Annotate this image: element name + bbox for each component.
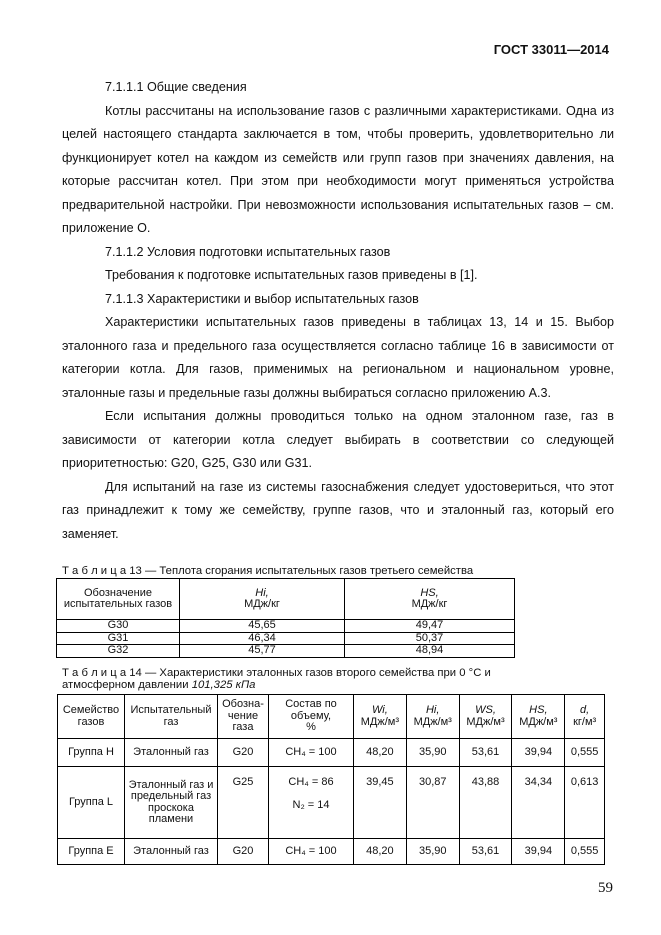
body-text-top bbox=[62, 76, 614, 546]
composition-ch4: CH₄ = 86 bbox=[288, 776, 334, 788]
page-number: 59 bbox=[598, 880, 613, 896]
table14-caption-line2: атмосферном давлении bbox=[62, 679, 192, 691]
hi-unit: МДж/кг bbox=[244, 598, 280, 610]
cell-code: G20 bbox=[218, 739, 269, 767]
table13-caption: Т а б л и ц а 13 — Теплота сгорания испытательных газов третьего семейства bbox=[62, 565, 474, 577]
paragraph-supply-gas: Для испытаний на газе из системы газоснабжения следует удостовериться, что этот газ принадлежит к тому же семейству, группе газов, что и эталонный газ, который его заменяет. bbox=[62, 479, 614, 541]
cell-hi: 45,65 bbox=[180, 620, 345, 633]
d-symbol: d, bbox=[580, 704, 590, 716]
cell-group: Группа L bbox=[58, 767, 125, 839]
table14-caption-line1: Т а б л и ц а 14 — Характеристики эталонных газов второго семейства при 0 °С и bbox=[62, 667, 491, 679]
cell-gas-type: Эталонный газ bbox=[125, 739, 218, 767]
ws-symbol: WS, bbox=[475, 704, 496, 716]
paragraph-general: Котлы рассчитаны на использование газов с различными характеристиками. Одна из целей настоящего стандарта заключается в том, чтобы проверить, удовлетворительно ли функционирует котел на каждом из семейств или групп газов при значениях давления, на которые рассчитан котел. При этом при необходимости могут применяться устройства предварительной настройки. При невозможности использования испытательных газов – см. приложение О. bbox=[62, 103, 614, 235]
composition-n2: N₂ = 14 bbox=[292, 799, 330, 811]
composition-percent: % bbox=[306, 721, 316, 734]
cell-code: G25 bbox=[218, 767, 269, 839]
table14-caption bbox=[62, 667, 491, 691]
header-d bbox=[565, 695, 605, 739]
cell-hi: 35,90 bbox=[406, 839, 459, 865]
header-hs bbox=[345, 579, 515, 620]
paragraph-requirements: Требования к подготовке испытательных газов приведены в [1]. bbox=[105, 268, 478, 282]
cell-hs: 39,94 bbox=[512, 739, 565, 767]
composition-label: Состав по объему, bbox=[285, 698, 337, 722]
table-header-row bbox=[57, 579, 515, 620]
hs-symbol: HS, bbox=[420, 586, 439, 599]
header-family: Семейство газов bbox=[58, 695, 125, 739]
cell-hi: 35,90 bbox=[406, 739, 459, 767]
header-hi bbox=[406, 695, 459, 739]
cell-hs: 48,94 bbox=[345, 645, 515, 658]
table-row bbox=[57, 620, 515, 633]
cell-d: 0,613 bbox=[565, 767, 605, 839]
header-designation: Обозна-чение газа bbox=[218, 695, 269, 739]
cell-ws: 53,61 bbox=[459, 839, 512, 865]
hs-symbol: HS, bbox=[529, 704, 548, 716]
paragraph-characteristics: Характеристики испытательных газов приведены в таблицах 13, 14 и 15. Выбор эталонного газа и предельного газа осуществляется согласно таблице 16 в зависимости от категории котла. Для газов, применимых на региональном и национальном уровне, эталонные газы и предельные газы должны выбираться согласно приложению А.3. bbox=[62, 315, 614, 400]
hi-symbol: Hi, bbox=[425, 704, 440, 716]
table-14 bbox=[57, 694, 605, 865]
cell-hi: 45,77 bbox=[180, 645, 345, 658]
hi-unit: МДж/м³ bbox=[413, 715, 452, 728]
section-heading-7-1-1-1: 7.1.1.1 Общие сведения bbox=[105, 80, 247, 94]
document-header: ГОСТ 33011—2014 bbox=[493, 42, 609, 57]
cell-ws: 53,61 bbox=[459, 739, 512, 767]
table-13 bbox=[56, 578, 515, 658]
paragraph-single-gas: Если испытания должны проводиться только на одном эталонном газе, газ в зависимости от категории котла следует выбирать в соответствии со следующей приоритетностью: G20, G25, G30 или G31. bbox=[62, 409, 614, 470]
cell-d: 0,555 bbox=[565, 839, 605, 865]
cell-hi: 46,34 bbox=[180, 632, 345, 645]
hs-unit: МДж/кг bbox=[411, 598, 448, 610]
d-unit: кг/м³ bbox=[573, 715, 597, 728]
cell-composition bbox=[269, 767, 354, 839]
cell-code: G20 bbox=[218, 839, 269, 865]
cell-wi: 39,45 bbox=[354, 767, 407, 839]
cell-gas: G30 bbox=[57, 620, 180, 633]
header-wi bbox=[354, 695, 407, 739]
cell-gas-type: Эталонный газ bbox=[125, 839, 218, 865]
cell-hs: 50,37 bbox=[345, 632, 515, 645]
header-composition bbox=[269, 695, 354, 739]
cell-group: Группа Н bbox=[58, 739, 125, 767]
cell-gas: G32 bbox=[57, 645, 180, 658]
header-hi bbox=[180, 579, 345, 620]
cell-ws: 43,88 bbox=[459, 767, 512, 839]
cell-d: 0,555 bbox=[565, 739, 605, 767]
cell-composition: CH₄ = 100 bbox=[269, 839, 354, 865]
cell-gas-type: Эталонный газ и предельный газ проскока пламени bbox=[125, 767, 218, 839]
cell-group: Группа Е bbox=[58, 839, 125, 865]
table-row bbox=[57, 632, 515, 645]
table-row bbox=[58, 767, 605, 839]
header-ws bbox=[459, 695, 512, 739]
cell-hs: 39,94 bbox=[512, 839, 565, 865]
cell-hi: 30,87 bbox=[406, 767, 459, 839]
header-designation: Обозначение испытательных газов bbox=[57, 579, 180, 620]
cell-gas: G31 bbox=[57, 632, 180, 645]
cell-wi: 48,20 bbox=[354, 739, 407, 767]
header-hs bbox=[512, 695, 565, 739]
table-row bbox=[57, 645, 515, 658]
hi-symbol: Hi, bbox=[255, 586, 269, 599]
cell-composition: CH₄ = 100 bbox=[269, 739, 354, 767]
header-test-gas: Испытательный газ bbox=[125, 695, 218, 739]
cell-wi: 48,20 bbox=[354, 839, 407, 865]
wi-unit: МДж/м³ bbox=[360, 715, 400, 728]
cell-hs: 49,47 bbox=[345, 620, 515, 633]
ws-unit: МДж/м³ bbox=[466, 715, 505, 728]
hs-unit: МДж/м³ bbox=[519, 715, 558, 728]
table-header-row bbox=[58, 695, 605, 739]
section-heading-7-1-1-2: 7.1.1.2 Условия подготовки испытательных газов bbox=[105, 244, 391, 259]
section-heading-7-1-1-3: 7.1.1.3 Характеристики и выбор испытательных газов bbox=[105, 291, 419, 306]
wi-symbol: Wi, bbox=[372, 704, 388, 716]
table-row bbox=[58, 839, 605, 865]
table14-caption-pressure: 101,325 кПа bbox=[191, 679, 256, 691]
table-row bbox=[58, 739, 605, 767]
cell-hs: 34,34 bbox=[512, 767, 565, 839]
